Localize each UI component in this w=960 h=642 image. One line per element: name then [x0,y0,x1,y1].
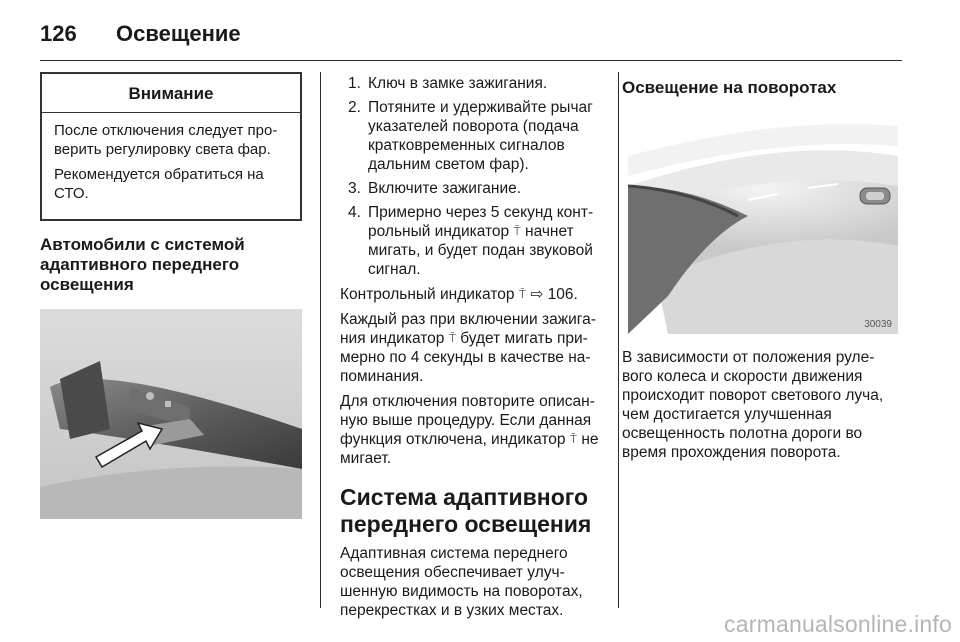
notice-title: Внимание [42,74,300,113]
indicator-icon: ⍑ [448,331,456,345]
indicator-reference: Контрольный индикатор ⍑ ⇨ 106. [340,286,578,303]
page-title: Освещение [116,21,241,46]
paragraph-disable: Для отключения повторите описан-ную выше процедуру. Если данная функция отключена, индикатор ⍑ не мигает. [340,393,599,467]
paragraph-cornering: В зависимости от положения руле-вого колеса и скорости движения происходит поворот светового луча, чем достигается улучшенная освещенность полотна дороги во время прохождения поворота. [622,349,884,461]
section-heading-cornering: Освещение на поворотах [622,78,837,97]
turn-signal-lever-figure [40,309,302,519]
column-divider-1 [320,72,321,608]
page-number: 126 [40,21,77,46]
figure-number: 30039 [864,319,892,330]
paragraph-intro: Адаптивная система переднего освещения обеспечивает улуч-шенную видимость на поворотах, перекрестках и в узких местах. [340,545,583,619]
indicator-icon: ⍑ [569,432,578,446]
header-rule [40,60,902,61]
notice-paragraph: После отключения следует про-верить регулировку света фар. [54,122,278,158]
column-3 [622,72,904,468]
column-2 [340,72,608,626]
notice-paragraph: Рекомендуется обратиться на СТО. [54,166,264,202]
section-heading-afl: Автомобили с системой адаптивного переднего освещения [40,235,245,294]
list-item: 1. Ключ в замке зажигания. [348,75,548,92]
column-divider-2 [618,72,619,608]
list-item: 2. Потяните и удерживайте рычаг указателей поворота (подача кратковременных сигналов дальним светом фар). [348,99,593,173]
column-1 [40,72,302,519]
list-item: 4. Примерно через 5 секунд конт-рольный индикатор ⍑ начнет мигать, и будет подан звуковой сигнал. [348,204,594,278]
indicator-icon: ⍑ [518,287,526,301]
paragraph-blink: Каждый раз при включении зажига-ния индикатор ⍑ будет мигать при-мерно по 4 секунды в качестве на-поминания. [340,311,596,385]
procedure-list [340,74,608,279]
cornering-light-figure [628,116,898,334]
page-header [40,14,241,54]
watermark: carmanualsonline.info [724,611,952,637]
section-heading-system: Система адаптивного переднего освещения [340,484,592,537]
list-item: 3. Включите зажигание. [348,180,522,197]
page-ref-arrow-icon: ⇨ [530,286,544,303]
notice-box [40,72,302,221]
indicator-icon: ⍑ [513,224,521,238]
